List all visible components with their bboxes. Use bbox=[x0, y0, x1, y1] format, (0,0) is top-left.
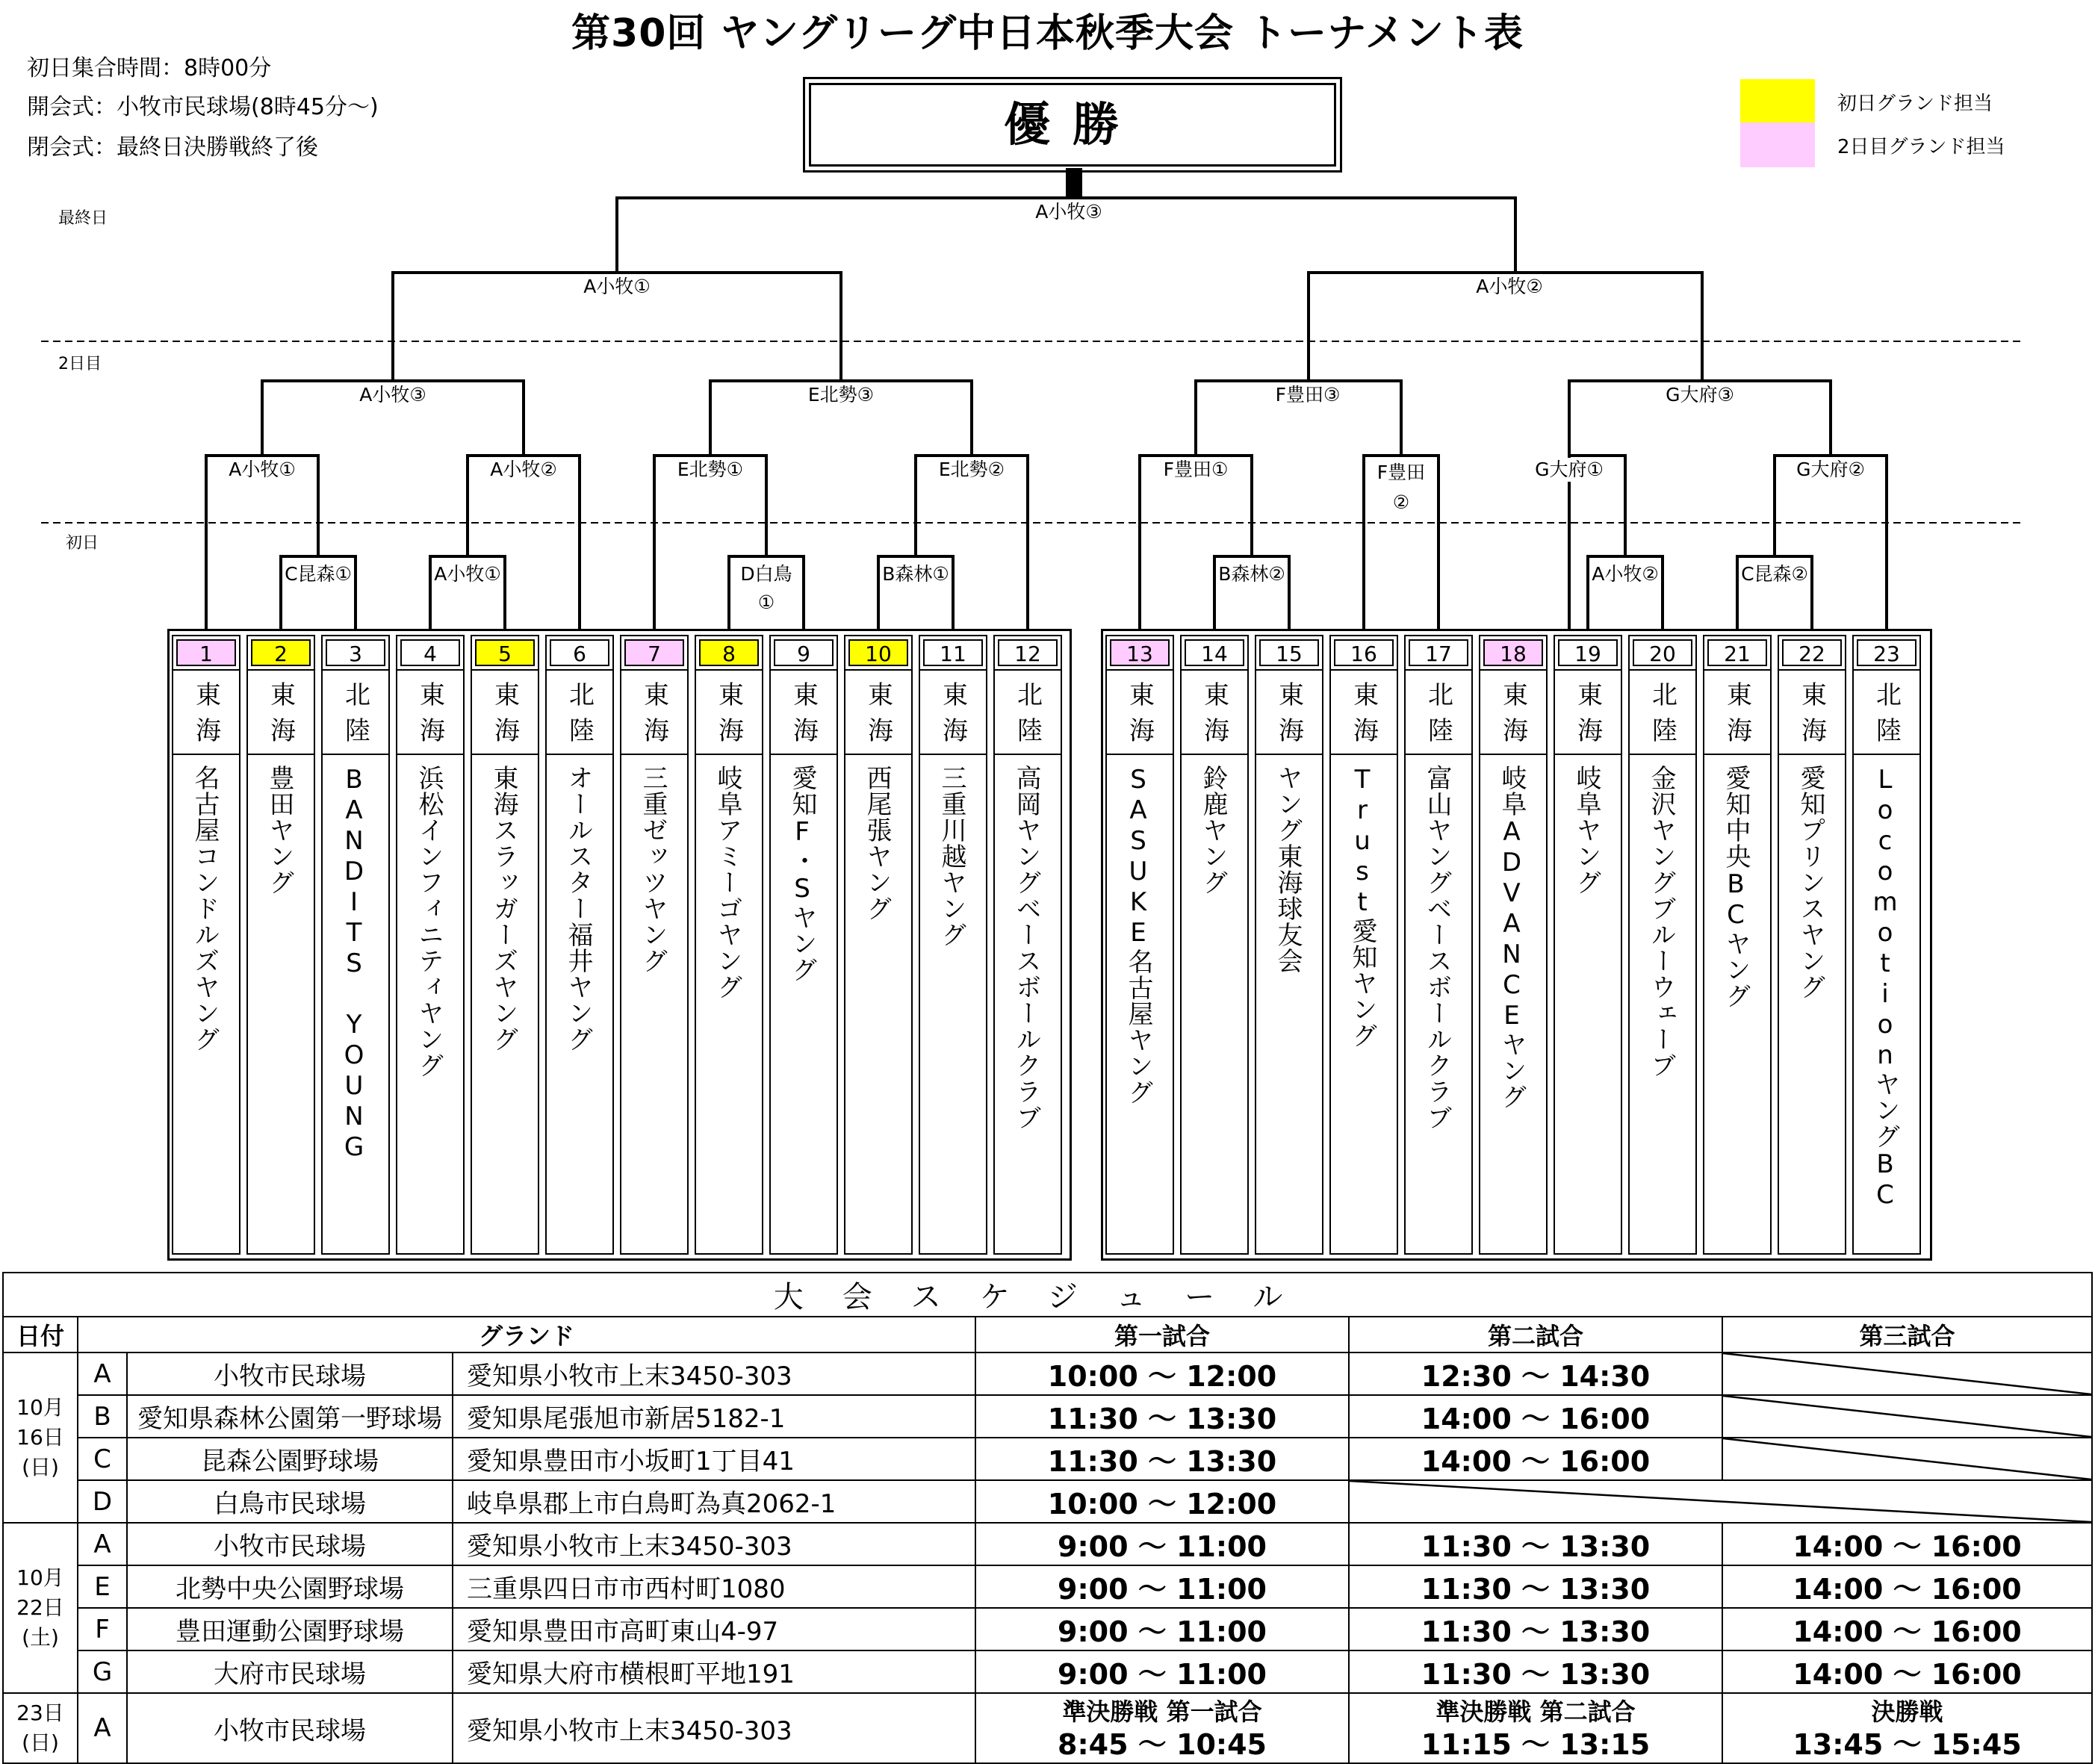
team-region: 東海 bbox=[397, 669, 463, 755]
team-column bbox=[1180, 635, 1249, 1255]
team-column bbox=[620, 635, 689, 1255]
team-region: 東海 bbox=[1704, 669, 1770, 755]
team-name: オールスター福井ヤング bbox=[563, 765, 593, 1052]
header-date: 日付 bbox=[3, 1317, 78, 1352]
ground-address: 愛知県豊田市高町東山4-97 bbox=[453, 1608, 975, 1650]
team-region: 北陸 bbox=[323, 669, 388, 755]
label-qf-1: A小牧③ bbox=[352, 383, 434, 407]
team-number: 21 bbox=[1707, 639, 1767, 666]
ground-name: 小牧市民球場 bbox=[127, 1693, 453, 1763]
team-column bbox=[471, 635, 539, 1255]
schedule-row bbox=[3, 1480, 2092, 1523]
label-semi-left: A小牧① bbox=[576, 275, 658, 299]
team-name: 高岡ヤングベースボールクラブ bbox=[1011, 765, 1041, 1131]
semifinal-2 bbox=[1349, 1693, 1722, 1763]
team-name: 鈴鹿ヤング bbox=[1198, 765, 1228, 895]
game1-time: 9:00 ～ 11:00 bbox=[975, 1608, 1349, 1650]
game3-time: 14:00 ～ 16:00 bbox=[1722, 1565, 2092, 1608]
ground-address: 愛知県大府市横根町平地191 bbox=[453, 1650, 975, 1693]
team-column bbox=[1479, 635, 1548, 1255]
header-game2: 第二試合 bbox=[1349, 1317, 1722, 1352]
ground-name: 豊田運動公園野球場 bbox=[127, 1608, 453, 1650]
ground-code: D bbox=[78, 1480, 127, 1523]
champion-label: 優勝 bbox=[809, 83, 1336, 167]
team-region: 東海 bbox=[1331, 669, 1397, 755]
team-name: 三重ゼッツヤング bbox=[638, 765, 668, 974]
ground-code: F bbox=[78, 1608, 127, 1650]
semifinal-1-label: 準決勝戦 第一試合 bbox=[1062, 1698, 1262, 1726]
ground-name: 北勢中央公園野球場 bbox=[127, 1565, 453, 1608]
legend-label-day2: 2日目グランド担当 bbox=[1837, 136, 2005, 158]
team-column bbox=[545, 635, 614, 1255]
team-number: 2 bbox=[251, 639, 311, 666]
schedule-day: 23日(日) bbox=[3, 1693, 78, 1763]
label-r1-6: A小牧② bbox=[1592, 560, 1659, 588]
team-name: 東海スラッガーズヤング bbox=[488, 765, 518, 1052]
game1-time: 9:00 ～ 11:00 bbox=[975, 1565, 1349, 1608]
schedule-day: 10月22日(土) bbox=[3, 1523, 78, 1693]
day-label-day2: 2日目 bbox=[58, 355, 102, 373]
team-column bbox=[1404, 635, 1473, 1255]
team-column bbox=[844, 635, 913, 1255]
team-name: SASUKE名古屋ヤング bbox=[1123, 765, 1153, 1105]
schedule-row bbox=[3, 1438, 2092, 1480]
label-r1-1: C昆森① bbox=[285, 560, 352, 588]
team-column bbox=[1703, 635, 1772, 1255]
team-region: 東海 bbox=[1182, 669, 1247, 755]
game3-time: 14:00 ～ 16:00 bbox=[1722, 1523, 2092, 1565]
team-name: 金沢ヤングブルーウェーブ bbox=[1646, 765, 1676, 1078]
ground-code: G bbox=[78, 1650, 127, 1693]
team-number: 22 bbox=[1782, 639, 1842, 666]
ground-address: 愛知県尾張旭市新居5182-1 bbox=[453, 1395, 975, 1438]
team-name: 浜松インフィニティヤング bbox=[414, 765, 444, 1078]
team-number: 16 bbox=[1334, 639, 1394, 666]
label-r2-2: A小牧② bbox=[482, 458, 565, 482]
team-number: 18 bbox=[1483, 639, 1543, 666]
ground-address: 岐阜県郡上市白鳥町為真2062-1 bbox=[453, 1480, 975, 1523]
label-r1-2: A小牧① bbox=[434, 560, 501, 588]
team-name: 三重川越ヤング bbox=[937, 765, 966, 948]
game1-time: 11:30 ～ 13:30 bbox=[975, 1438, 1349, 1480]
semifinal-1-time: 8:45 ～ 10:45 bbox=[1058, 1728, 1267, 1761]
team-column bbox=[1329, 635, 1398, 1255]
team-region: 東海 bbox=[1256, 669, 1322, 755]
schedule-row bbox=[3, 1395, 2092, 1438]
team-column bbox=[396, 635, 465, 1255]
legend-label-day1: 初日グランド担当 bbox=[1837, 93, 1993, 115]
ground-code: A bbox=[78, 1352, 127, 1395]
team-number: 17 bbox=[1409, 639, 1468, 666]
team-number: 6 bbox=[550, 639, 609, 666]
team-region: 東海 bbox=[845, 669, 911, 755]
page-title: 第30回 ヤングリーグ中日本秋季大会 トーナメント表 bbox=[571, 11, 1524, 56]
game2-time: 11:30 ～ 13:30 bbox=[1349, 1650, 1722, 1693]
team-region: 北陸 bbox=[995, 669, 1061, 755]
final-game-label: 決勝戦 bbox=[1871, 1698, 1943, 1726]
team-number: 19 bbox=[1558, 639, 1618, 666]
team-number: 9 bbox=[774, 639, 834, 666]
label-r2-7: G大府① bbox=[1528, 458, 1610, 482]
label-qf-3: F豊田③ bbox=[1267, 383, 1349, 407]
ground-name: 大府市民球場 bbox=[127, 1650, 453, 1693]
team-number: 7 bbox=[624, 639, 684, 666]
team-number: 14 bbox=[1185, 639, 1244, 666]
team-name: 愛知中央BCヤング bbox=[1721, 765, 1751, 1009]
team-name: Trust愛知ヤング bbox=[1347, 765, 1377, 1049]
team-name: BANDITS YOUNG bbox=[339, 765, 369, 1163]
label-r2-8: G大府② bbox=[1790, 458, 1872, 482]
ground-address: 愛知県豊田市小坂町1丁目41 bbox=[453, 1438, 975, 1480]
semifinal-2-time: 11:15 ～ 13:15 bbox=[1421, 1728, 1651, 1761]
final-game bbox=[1722, 1693, 2092, 1763]
game2-time: 11:30 ～ 13:30 bbox=[1349, 1523, 1722, 1565]
label-semi-right: A小牧② bbox=[1468, 275, 1551, 299]
team-number: 1 bbox=[176, 639, 236, 666]
header-ground: グランド bbox=[78, 1317, 975, 1352]
label-r2-6: F豊田② bbox=[1371, 458, 1431, 518]
team-number: 8 bbox=[699, 639, 759, 666]
team-region: 東海 bbox=[1480, 669, 1546, 755]
ground-name: 小牧市民球場 bbox=[127, 1352, 453, 1395]
ground-address: 愛知県小牧市上末3450-303 bbox=[453, 1523, 975, 1565]
team-name: 名古屋コンドルズヤング bbox=[190, 765, 220, 1052]
schedule-row bbox=[3, 1523, 2092, 1565]
team-name: 愛知F・Sヤング bbox=[787, 765, 817, 983]
team-name: 愛知プリンスヤング bbox=[1796, 765, 1825, 1000]
team-region: 東海 bbox=[1779, 669, 1845, 755]
team-column bbox=[172, 635, 240, 1255]
final-game-time: 13:45 ～ 15:45 bbox=[1793, 1728, 2022, 1761]
label-r2-1: A小牧① bbox=[221, 458, 303, 482]
day-label-final: 最終日 bbox=[58, 209, 108, 228]
game1-time: 10:00 ～ 12:00 bbox=[975, 1480, 1349, 1523]
ground-address: 三重県四日市市西村町1080 bbox=[453, 1565, 975, 1608]
team-number: 4 bbox=[400, 639, 460, 666]
label-qf-4: G大府③ bbox=[1659, 383, 1741, 407]
game1-time: 10:00 ～ 12:00 bbox=[975, 1352, 1349, 1395]
game1-time: 9:00 ～ 11:00 bbox=[975, 1650, 1349, 1693]
ground-address: 愛知県小牧市上末3450-303 bbox=[453, 1693, 975, 1763]
team-column bbox=[246, 635, 315, 1255]
ground-code: B bbox=[78, 1395, 127, 1438]
label-r2-4: E北勢② bbox=[931, 458, 1013, 482]
game3-time: 14:00 ～ 16:00 bbox=[1722, 1650, 2092, 1693]
team-region: 東海 bbox=[1107, 669, 1173, 755]
semifinal-1 bbox=[975, 1693, 1349, 1763]
ground-address: 愛知県小牧市上末3450-303 bbox=[453, 1352, 975, 1395]
team-column bbox=[321, 635, 390, 1255]
game3-empty bbox=[1722, 1352, 2092, 1395]
label-r2-5: F豊田① bbox=[1155, 458, 1237, 482]
ground-name: 小牧市民球場 bbox=[127, 1523, 453, 1565]
game1-time: 11:30 ～ 13:30 bbox=[975, 1395, 1349, 1438]
team-column bbox=[1105, 635, 1174, 1255]
ground-code: E bbox=[78, 1565, 127, 1608]
schedule-title: 大会スケジュール bbox=[3, 1273, 2092, 1317]
team-name: 富山ヤングベースボールクラブ bbox=[1422, 765, 1452, 1131]
team-name: 岐阜アミーゴヤング bbox=[713, 765, 742, 1000]
game1-time: 9:00 ～ 11:00 bbox=[975, 1523, 1349, 1565]
team-name: 岐阜ADVANCEヤング bbox=[1497, 765, 1527, 1110]
label-qf-2: E北勢③ bbox=[800, 383, 882, 407]
team-region: 北陸 bbox=[1630, 669, 1695, 755]
team-number: 20 bbox=[1633, 639, 1692, 666]
team-name: LocomotionヤングBC bbox=[1870, 765, 1900, 1211]
gather-time: 初日集合時間：8時00分 bbox=[27, 55, 272, 81]
team-name: 豊田ヤング bbox=[264, 765, 294, 895]
game2-time: 12:30 ～ 14:30 bbox=[1349, 1352, 1722, 1395]
team-name: 西尾張ヤング bbox=[862, 765, 892, 922]
schedule-row bbox=[3, 1352, 2092, 1395]
team-number: 15 bbox=[1259, 639, 1319, 666]
team-region: 東海 bbox=[621, 669, 687, 755]
game2-3-empty bbox=[1349, 1480, 2092, 1523]
day-label-day1: 初日 bbox=[66, 534, 99, 553]
schedule-row bbox=[3, 1608, 2092, 1650]
ground-name: 昆森公園野球場 bbox=[127, 1438, 453, 1480]
ground-code: A bbox=[78, 1523, 127, 1565]
team-column bbox=[1554, 635, 1622, 1255]
bracket-lines bbox=[0, 0, 2095, 635]
label-r2-3: E北勢① bbox=[669, 458, 751, 482]
team-region: 東海 bbox=[1555, 669, 1621, 755]
team-column bbox=[1778, 635, 1846, 1255]
label-r1-7: C昆森② bbox=[1741, 560, 1808, 588]
header-game1: 第一試合 bbox=[975, 1317, 1349, 1352]
team-region: 北陸 bbox=[547, 669, 612, 755]
ground-code: A bbox=[78, 1693, 127, 1763]
team-column bbox=[1852, 635, 1921, 1255]
schedule-row bbox=[3, 1650, 2092, 1693]
schedule-row-final bbox=[3, 1693, 2092, 1763]
schedule-table bbox=[2, 1272, 2093, 1764]
semifinal-2-label: 準決勝戦 第二試合 bbox=[1436, 1698, 1636, 1726]
team-region: 東海 bbox=[173, 669, 239, 755]
game3-empty bbox=[1722, 1438, 2092, 1480]
team-column bbox=[1628, 635, 1697, 1255]
team-number: 3 bbox=[326, 639, 385, 666]
ground-name: 白鳥市民球場 bbox=[127, 1480, 453, 1523]
team-number: 12 bbox=[998, 639, 1058, 666]
team-region: 東海 bbox=[920, 669, 986, 755]
team-column bbox=[1255, 635, 1323, 1255]
closing-ceremony: 閉会式：最終日決勝戦終了後 bbox=[27, 134, 318, 161]
game3-empty bbox=[1722, 1395, 2092, 1438]
team-number: 10 bbox=[848, 639, 908, 666]
game2-time: 14:00 ～ 16:00 bbox=[1349, 1395, 1722, 1438]
header-game3: 第三試合 bbox=[1722, 1317, 2092, 1352]
team-column bbox=[695, 635, 763, 1255]
opening-ceremony: 開会式：小牧市民球場(8時45分～) bbox=[27, 94, 379, 120]
ground-name: 愛知県森林公園第一野球場 bbox=[127, 1395, 453, 1438]
team-number: 5 bbox=[475, 639, 535, 666]
team-region: 北陸 bbox=[1854, 669, 1919, 755]
label-r1-4: B森林① bbox=[882, 560, 949, 588]
team-number: 11 bbox=[923, 639, 983, 666]
game3-time: 14:00 ～ 16:00 bbox=[1722, 1608, 2092, 1650]
team-region: 東海 bbox=[696, 669, 762, 755]
team-region: 東海 bbox=[248, 669, 314, 755]
team-number: 23 bbox=[1857, 639, 1916, 666]
schedule-day: 10月16日(日) bbox=[3, 1352, 78, 1523]
game2-time: 11:30 ～ 13:30 bbox=[1349, 1565, 1722, 1608]
label-final: A小牧③ bbox=[1028, 200, 1110, 224]
game2-time: 11:30 ～ 13:30 bbox=[1349, 1608, 1722, 1650]
team-column bbox=[919, 635, 987, 1255]
team-column bbox=[769, 635, 838, 1255]
team-column bbox=[993, 635, 1062, 1255]
team-region: 北陸 bbox=[1406, 669, 1471, 755]
team-region: 東海 bbox=[771, 669, 837, 755]
schedule-row bbox=[3, 1565, 2092, 1608]
game2-time: 14:00 ～ 16:00 bbox=[1349, 1438, 1722, 1480]
label-r1-5: B森林② bbox=[1218, 560, 1285, 588]
label-r1-3: D白鳥① bbox=[733, 560, 800, 617]
team-name: ヤング東海球友会 bbox=[1273, 765, 1303, 974]
team-region: 東海 bbox=[472, 669, 538, 755]
team-name: 岐阜ヤング bbox=[1571, 765, 1601, 895]
team-number: 13 bbox=[1110, 639, 1170, 666]
ground-code: C bbox=[78, 1438, 127, 1480]
